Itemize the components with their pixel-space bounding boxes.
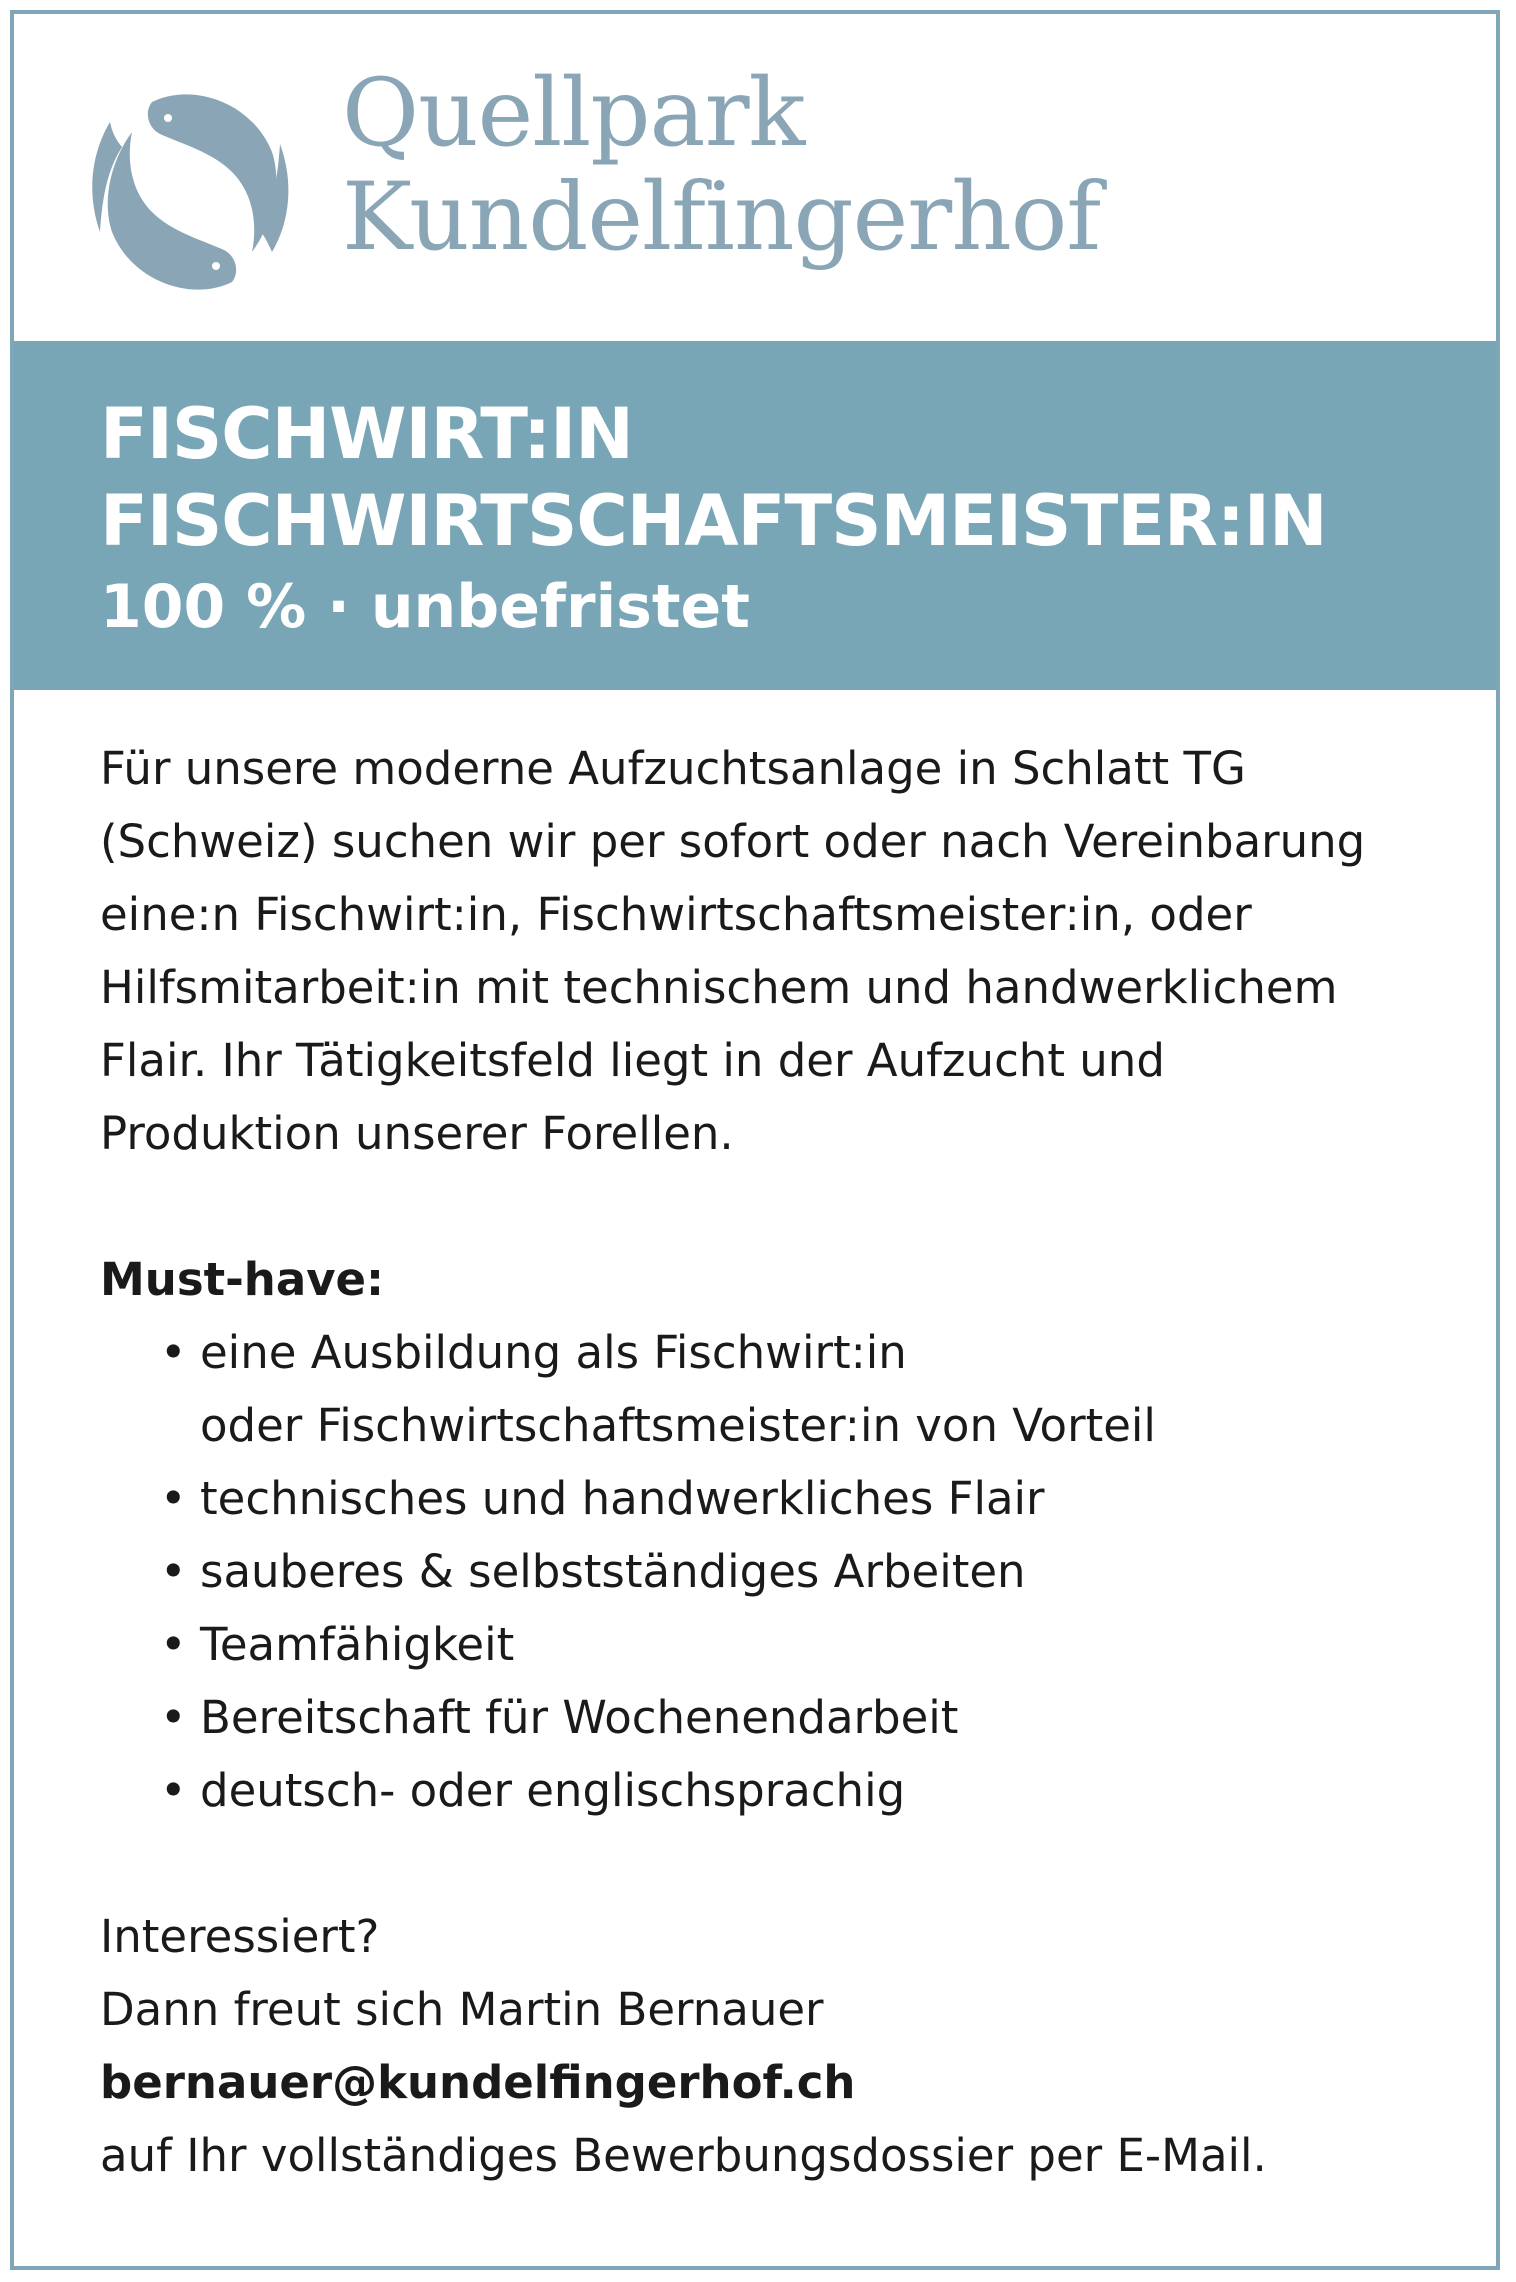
logo-wordmark: [342, 59, 1101, 272]
contact-line: Dann freut sich Martin Bernauer: [100, 1983, 824, 2036]
intro-line: (Schweiz) suchen wir per sofort oder nach Vereinbarung: [100, 815, 1366, 868]
list-item-text: eine Ausbildung als Fischwirt:in: [200, 1326, 907, 1379]
intro-line: Für unsere moderne Aufzuchtsanlage in Schlatt TG: [100, 742, 1246, 795]
list-item: [160, 1754, 1460, 1827]
bullet-icon: •: [160, 1472, 187, 1525]
logo-line-2: Kundelfingerhof: [342, 163, 1101, 272]
list-item: [160, 1608, 1460, 1681]
must-have-list: [100, 1316, 1460, 1827]
ad-content: [100, 732, 1460, 2192]
contact-block: [100, 1900, 1460, 2192]
intro-line: Hilfsmitarbeit:in mit technischem und handwerklichem: [100, 961, 1338, 1014]
bullet-icon: •: [160, 1326, 187, 1379]
job-subtitle: 100 % · unbefristet: [100, 572, 750, 642]
list-item-text: technisches und handwerkliches Flair: [200, 1472, 1045, 1525]
intro-paragraph: [100, 732, 1460, 1170]
bullet-icon: •: [160, 1764, 187, 1817]
title-band: [14, 341, 1496, 690]
job-title-2: FISCHWIRTSCHAFTSMEISTER:IN: [100, 480, 1327, 562]
bullet-icon: •: [160, 1545, 187, 1598]
intro-line: Produktion unserer Forellen.: [100, 1107, 734, 1160]
list-item-text: Bereitschaft für Wochenendarbeit: [200, 1691, 959, 1744]
contact-line: Interessiert?: [100, 1910, 380, 1963]
list-item: [160, 1316, 1460, 1462]
bullet-icon: •: [160, 1691, 187, 1744]
list-item: [160, 1535, 1460, 1608]
list-item-text: oder Fischwirtschaftsmeister:in von Vorteil: [200, 1399, 1156, 1452]
two-fish-circle-icon: [82, 82, 302, 302]
job-title-1: FISCHWIRT:IN: [100, 393, 633, 475]
must-have-heading: Must-have:: [100, 1253, 385, 1306]
intro-line: eine:n Fischwirt:in, Fischwirtschaftsmeister:in, oder: [100, 888, 1252, 941]
contact-line: auf Ihr vollständiges Bewerbungsdossier per E-Mail.: [100, 2129, 1267, 2182]
list-item-text: deutsch- oder englischsprachig: [200, 1764, 906, 1817]
list-item: [160, 1462, 1460, 1535]
email-link[interactable]: bernauer@kundelfingerhof.ch: [100, 2056, 856, 2109]
logo: [82, 59, 1101, 312]
bullet-icon: •: [160, 1618, 187, 1671]
intro-line: Flair. Ihr Tätigkeitsfeld liegt in der Aufzucht und: [100, 1034, 1165, 1087]
list-item-text: Teamfähigkeit: [200, 1618, 515, 1671]
list-item-text: sauberes & selbstständiges Arbeiten: [200, 1545, 1026, 1598]
list-item: [160, 1681, 1460, 1754]
job-ad-frame: [10, 10, 1500, 2270]
logo-line-1: Quellpark: [342, 59, 805, 168]
